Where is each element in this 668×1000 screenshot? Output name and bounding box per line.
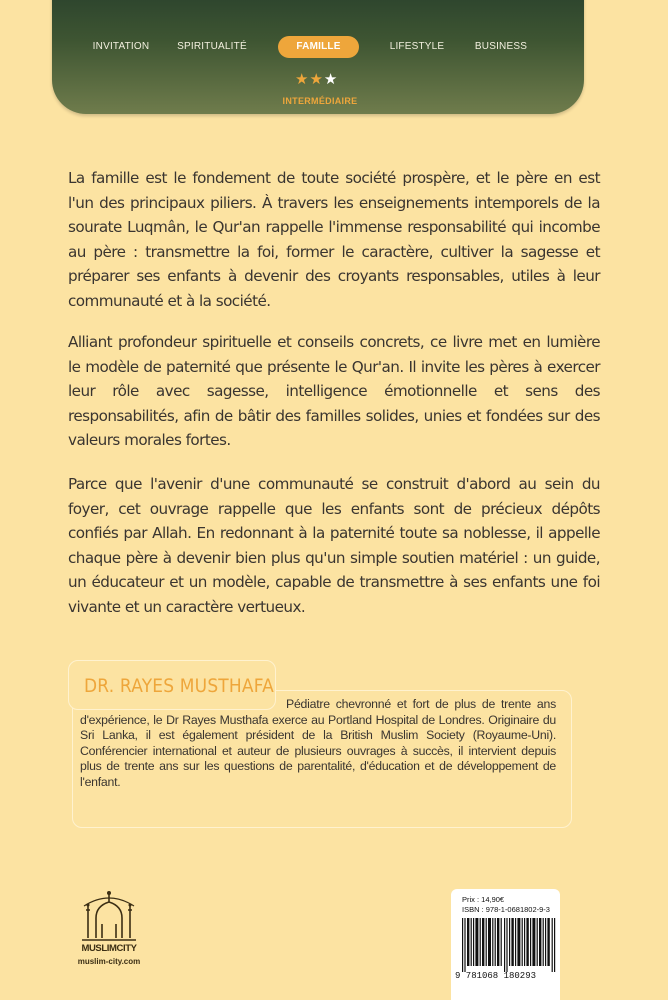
- description-paragraph: Parce que l'avenir d'une communauté se construit d'abord au sein du foyer, cet ouvrage rappelle que les enfants sont de précieux dépôts confiés par Allah. En redonnant à la paternité toute sa noblesse, il appelle chaque père à devenir bien plus qu'un simple soutien matériel : un guide, un éducateur et un modèle, capable de transmettre à ses enfants une foi vivante et un caractère vertueux.: [68, 475, 600, 616]
- isbn-text: ISBN : 978-1-0681802-9-3: [462, 905, 550, 914]
- publisher-url: muslim-city.com: [77, 957, 141, 966]
- barcode-digits: 9 781068 180293: [455, 971, 537, 981]
- barcode-icon: [462, 918, 556, 972]
- author-bio: Pédiatre chevronné et fort de plus de trente ans d'expérience, le Dr Rayes Musthafa exerce au Portland Hospital de Londres. Originaire du Sri Lanka, il est également président de la British Muslim Society (Royaume-Uni). Conférencier international et auteur de plusieurs ouvrages à succès, il intervient depuis plus de trente ans sur les questions de parentalité, d'éducation et de développement de l'enfant.: [80, 697, 556, 789]
- price-text: Prix : 14,90€: [462, 895, 505, 904]
- category-nav: [52, 36, 584, 58]
- description-paragraph: Alliant profondeur spirituelle et conseils concrets, ce livre met en lumière le modèle de paternité que présente le Qur'an. Il invite les pères à exercer leur rôle avec sagesse, intelligence émotionnelle et sens des responsabilités, afin de bâtir des familles solides, unies et fondées sur des valeurs morales fortes.: [68, 333, 600, 449]
- author-name: DR. RAYES MUSTHAFA: [84, 676, 274, 697]
- nav-item-spiritualite[interactable]: SPIRITUALITÉ: [177, 41, 247, 52]
- difficulty-level: INTERMÉDIAIRE: [282, 96, 358, 106]
- star-filled-icon: ★: [295, 71, 310, 88]
- star-empty-icon: ★: [323, 71, 339, 88]
- nav-item-famille[interactable]: FAMILLE: [278, 36, 359, 58]
- difficulty-rating: [295, 72, 345, 88]
- nav-item-business[interactable]: BUSINESS: [474, 41, 528, 52]
- nav-item-invitation[interactable]: INVITATION: [92, 41, 150, 52]
- description-paragraph: La famille est le fondement de toute société prospère, et le père en est l'un des principaux piliers. À travers les enseignements intemporels de la sourate Luqmân, le Qur'an rappelle l'immense responsabilité qui incombe au père : transmettre la foi, former le caractère, cultiver la sagesse et préparer ses enfants à devenir des croyants responsables, utiles à leur communauté et à la société.: [68, 169, 600, 310]
- publisher-name: MUSLIMCITY: [81, 943, 137, 954]
- star-filled-icon: ★: [309, 71, 324, 88]
- nav-item-lifestyle[interactable]: LIFESTYLE: [389, 41, 445, 52]
